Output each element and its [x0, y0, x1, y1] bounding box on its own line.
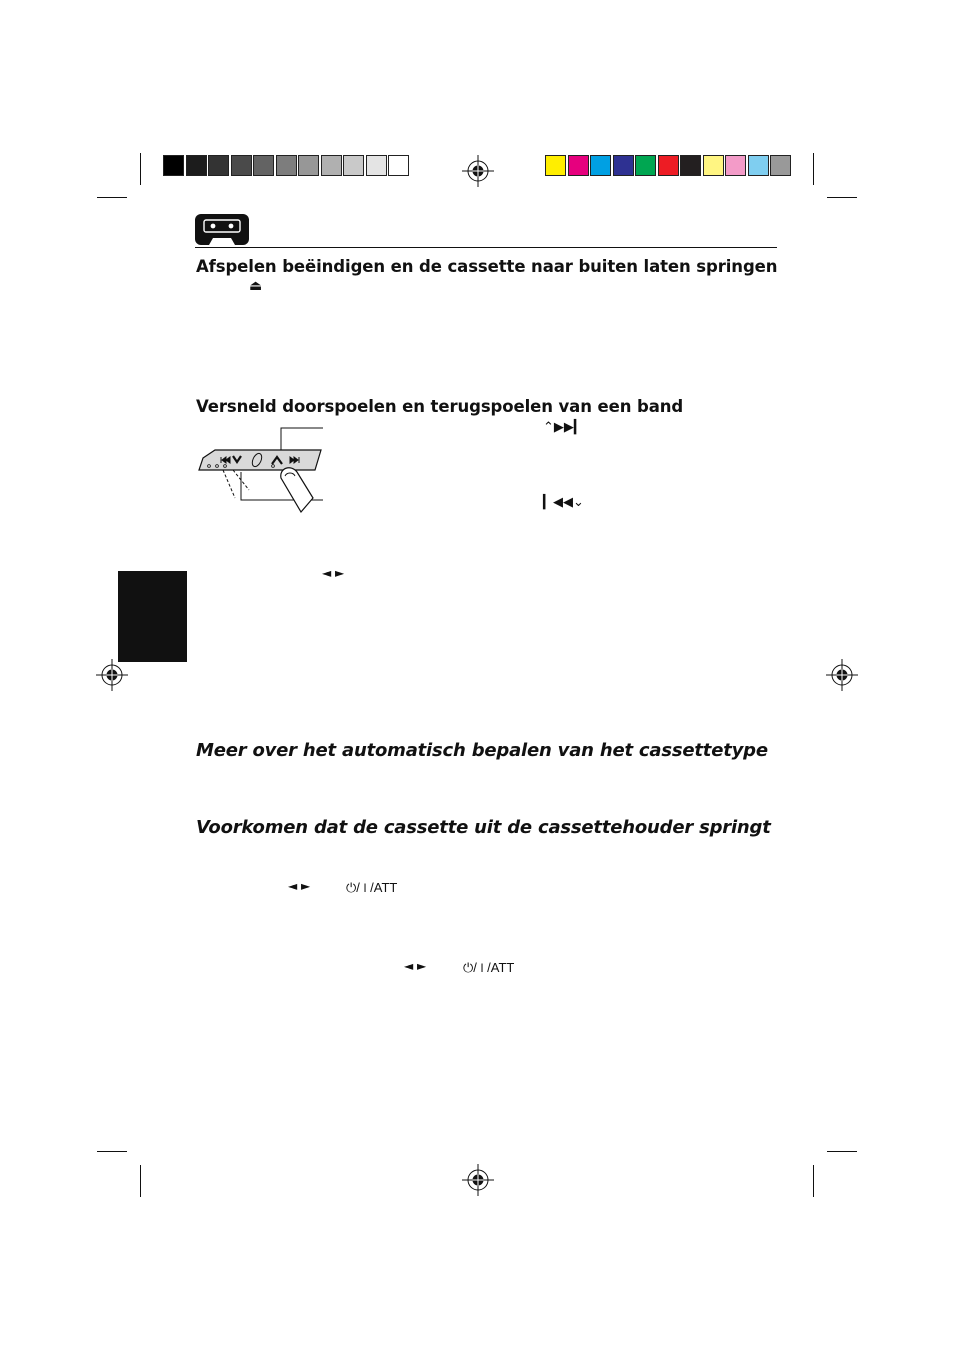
- forward-symbol: ⌃▶▶▎: [543, 420, 584, 435]
- color-swatch: [680, 155, 701, 176]
- color-swatch: [658, 155, 679, 176]
- color-swatch: [276, 155, 297, 176]
- color-swatch: [568, 155, 589, 176]
- rewind-symbol: ▎◀◀⌄: [543, 495, 584, 510]
- left-right-arrows: ◄ ►: [404, 959, 427, 973]
- control-panel-illustration: [195, 420, 330, 515]
- registration-mark-icon: [462, 1164, 494, 1196]
- crop-mark: [813, 1165, 814, 1197]
- registration-mark-icon: [462, 155, 494, 187]
- heading-fast-forward-rewind: Versneld doorspoelen en terugspoelen van een band: [196, 397, 684, 416]
- heading-eject: Afspelen beëindigen en de cassette naar buiten laten springen: [196, 257, 778, 276]
- color-swatch: [208, 155, 229, 176]
- color-swatch: [186, 155, 207, 176]
- left-right-arrows: ◄ ►: [288, 879, 311, 893]
- color-swatch: [298, 155, 319, 176]
- crop-mark: [97, 197, 127, 198]
- crop-mark: [140, 153, 141, 185]
- crop-mark: [827, 1151, 857, 1152]
- color-swatch: [590, 155, 611, 176]
- power-att-label: ⏻/⏽/ATT: [346, 880, 398, 895]
- cassette-icon: [195, 214, 249, 245]
- color-swatch: [321, 155, 342, 176]
- crop-mark: [97, 1151, 127, 1152]
- color-swatch: [253, 155, 274, 176]
- color-swatch: [748, 155, 769, 176]
- heading-auto-tape-type: Meer over het automatisch bepalen van het cassettetype: [196, 740, 768, 761]
- eject-symbol: ⏏: [249, 278, 263, 294]
- crop-mark: [827, 197, 857, 198]
- section-rule: [195, 247, 777, 248]
- color-swatch: [635, 155, 656, 176]
- registration-mark-icon: [96, 659, 128, 691]
- color-swatch: [770, 155, 791, 176]
- color-swatch: [545, 155, 566, 176]
- crop-mark: [140, 1165, 141, 1197]
- color-swatch: [613, 155, 634, 176]
- color-swatch: [343, 155, 364, 176]
- language-tab: [118, 571, 187, 662]
- crop-mark: [813, 153, 814, 185]
- color-swatch: [388, 155, 409, 176]
- left-right-arrows: ◄ ►: [322, 566, 345, 580]
- color-swatch: [366, 155, 387, 176]
- power-att-label: ⏻/⏽/ATT: [463, 960, 515, 975]
- heading-prevent-eject: Voorkomen dat de cassette uit de cassettehouder springt: [196, 817, 771, 838]
- color-swatch: [163, 155, 184, 176]
- color-swatch: [703, 155, 724, 176]
- color-swatch: [231, 155, 252, 176]
- registration-mark-icon: [826, 659, 858, 691]
- color-swatch: [725, 155, 746, 176]
